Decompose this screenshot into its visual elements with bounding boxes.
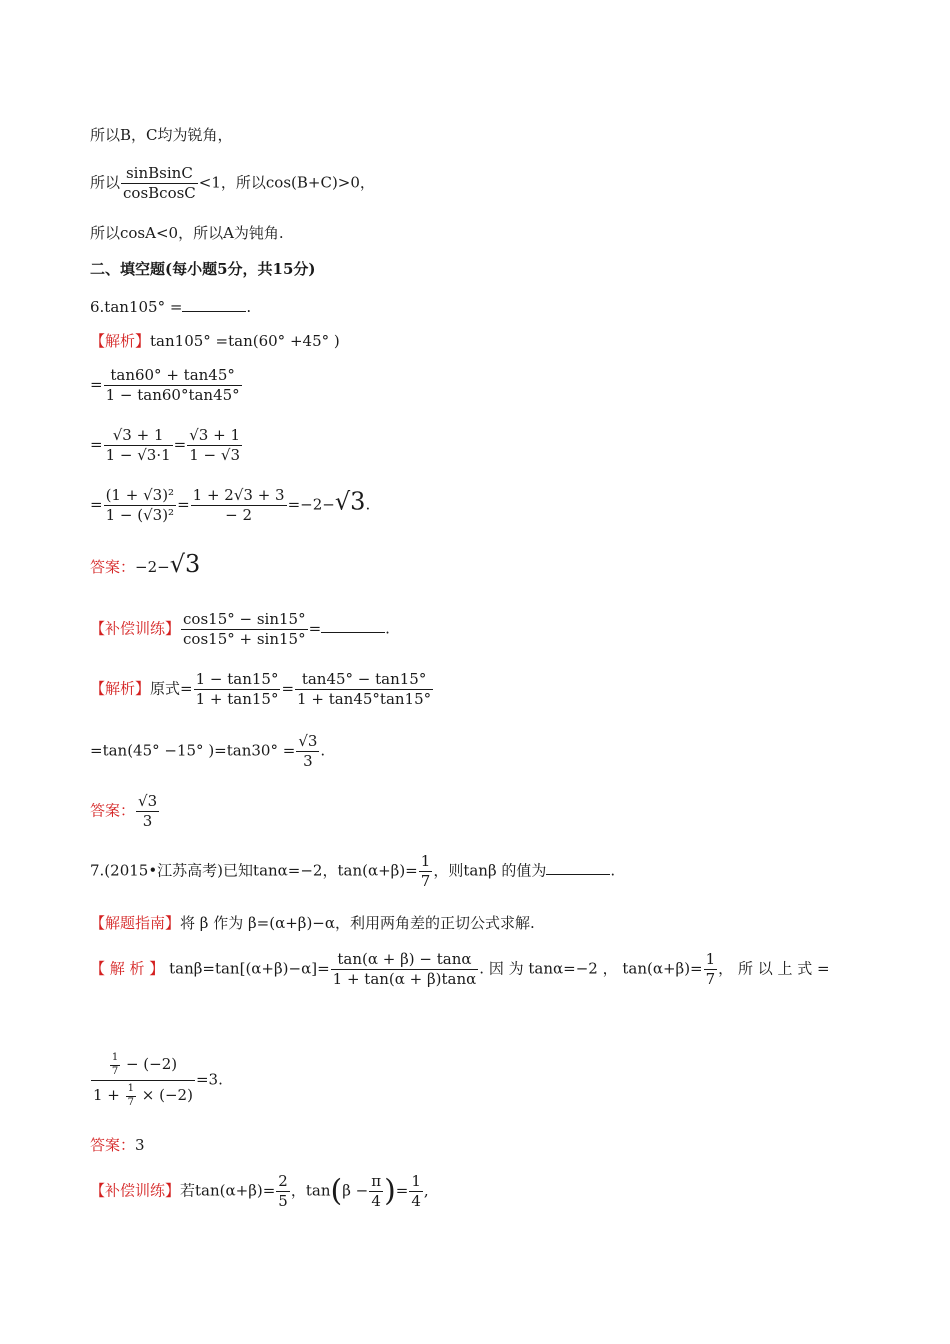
answer-blank [546, 860, 610, 875]
fraction: $\frac{1}{7}$ [420, 852, 431, 890]
compensation-tag: 【补偿训练】 [90, 619, 181, 638]
fraction: $\frac{√3 + 1}{1 - √3\cdot 1}$ [105, 426, 171, 464]
answer-6: 答案：−2−√3 [90, 550, 201, 578]
fraction: $\frac{\tan 60^\circ + \tan 45^\circ}{1 - \tan 60^\circ\tan 45^\circ}$ [105, 366, 240, 404]
solution-6-step4: = $\frac{\text{(1 + √3)²}}{\text{1 − (√3)²}}$ = $\frac{1 + 2√3 + 3}{- 2}$ =−2−√3. [90, 486, 371, 524]
question-6: 6.tan105° = . [90, 298, 252, 316]
answer-7: 答案：3 [90, 1136, 145, 1154]
sqrt-three: √3 [169, 550, 201, 578]
solution-tag: 【解析】 [90, 679, 151, 698]
guide-tag: 【解题指南】 [90, 914, 181, 932]
compensation-1: 【补偿训练】 $\frac{\cos 15^\circ - \sin 15^\circ}{\cos 15^\circ + \sin 15^\circ}$ = . [90, 610, 390, 648]
answer-blank [321, 618, 385, 633]
solution-tag: 【 解 析 】 [90, 959, 165, 978]
line-obtuse: 所以cosA<0，所以A为钝角. [90, 224, 284, 242]
compensation-2: 【补偿训练】若tan(α+β)= $\frac{2}{5}$ ，tan(β − $\frac{\pi}{4}$ )= $\frac{1}{4}$ , [90, 1172, 429, 1210]
solution-7-calc: $\frac{1}{7}$ − (−2) 1 + $\frac{1}{7}$ × (−2) =3. [93, 1052, 223, 1108]
solution-tag: 【解析】 [90, 332, 151, 350]
answer-compensation-1 [90, 792, 160, 831]
fraction: $\frac{1 + 2√3 + 3}{- 2}$ [192, 486, 285, 524]
compensation-1-solution: 【解析】原式= $\frac{1 - \tan 15^\circ}{1 + \tan 15^\circ}$ = $\frac{\tan 45^\circ - \tan 15^\circ}{1 + \tan 45^\circ\tan 15^\circ}$ [90, 670, 432, 708]
fraction: $\frac{1}{7}$ [705, 950, 716, 988]
solution-6-step2: = $\frac{\tan 60^\circ + \tan 45^\circ}{1 - \tan 60^\circ\tan 45^\circ}$ [90, 366, 240, 404]
answer-tag: 答案： [90, 1136, 136, 1154]
fraction: $\frac{1 - \tan 15^\circ}{1 + \tan 15^\circ}$ [195, 670, 279, 708]
sqrt-three: √3 [334, 487, 366, 516]
fraction: $\frac{\tan 45^\circ - \tan 15^\circ}{1 + \tan 45^\circ\tan 15^\circ}$ [297, 670, 432, 708]
line-ratio: 所以 $\frac{\text{sinBsinC}}{\text{cosBcosC}}$ <1，所以cos(B+C)>0， [90, 164, 375, 202]
guide-7: 【解题指南】将 β 作为 β=(α+β)−α，利用两角差的正切公式求解. [90, 914, 535, 932]
fraction: $\frac{1}{7}$ − (−2) 1 + $\frac{1}{7}$ × (−2) [93, 1052, 193, 1108]
fraction: $\frac{2}{5}$ [278, 1172, 288, 1210]
fraction: $\frac{\tan(\alpha + \beta) - \tan\alpha}{1 + \tan(\alpha + \beta)\tan\alpha}$ [332, 950, 477, 988]
solution-6-line1: 【解析】tan105° =tan(60° +45° ) [90, 332, 340, 350]
fraction: $\frac{\cos 15^\circ - \sin 15^\circ}{\cos 15^\circ + \sin 15^\circ}$ [183, 610, 306, 648]
fraction: $\frac{1}{4}$ [411, 1172, 421, 1210]
question-7: 7.(2015•江苏高考)已知tanα=−2，tan(α+β)= $\frac{1}{7}$ ，则tanβ 的值为 . [90, 852, 616, 890]
fraction: $\frac{√3}{3}$ [298, 732, 318, 770]
section-heading: 二、填空题(每小题5分，共15分) [90, 260, 316, 278]
fraction: $\frac{\pi}{4}$ [371, 1172, 382, 1210]
line-acute: 所以B，C均为锐角， [90, 126, 233, 144]
fraction: $\frac{√3 + 1}{1 - √3}$ [189, 426, 240, 464]
solution-6-step3: = $\frac{√3 + 1}{1 - √3\cdot 1}$ = $\frac{√3 + 1}{1 - √3}$ [90, 426, 240, 464]
compensation-1-result: =tan(45° −15° )=tan30° = $\frac{√3}{3}$ . [90, 732, 326, 770]
answer-tag: 答案： [90, 558, 136, 576]
fraction: $\frac{√3}{3}$ [138, 792, 158, 830]
fraction: $\frac{\text{sinBsinC}}{\text{cosBcosC}}$ [123, 164, 196, 202]
fraction: $\frac{\text{(1 + √3)²}}{\text{1 − (√3)²}}$ [105, 486, 175, 524]
compensation-tag: 【补偿训练】 [90, 1181, 181, 1200]
answer-blank [182, 297, 246, 312]
answer-tag: 答案： [90, 801, 136, 820]
solution-7: 【 解 析 】 tanβ=tan[(α+β)−α]= $\frac{\tan(\alpha + \beta) - \tan\alpha}{1 + \tan(\alpha + \beta)\tan\alpha}$ . 因 为 tanα=−2 ， tan(α+β)= $\frac{1}{7}$ ， 所 以 上 式 = [90, 950, 830, 988]
